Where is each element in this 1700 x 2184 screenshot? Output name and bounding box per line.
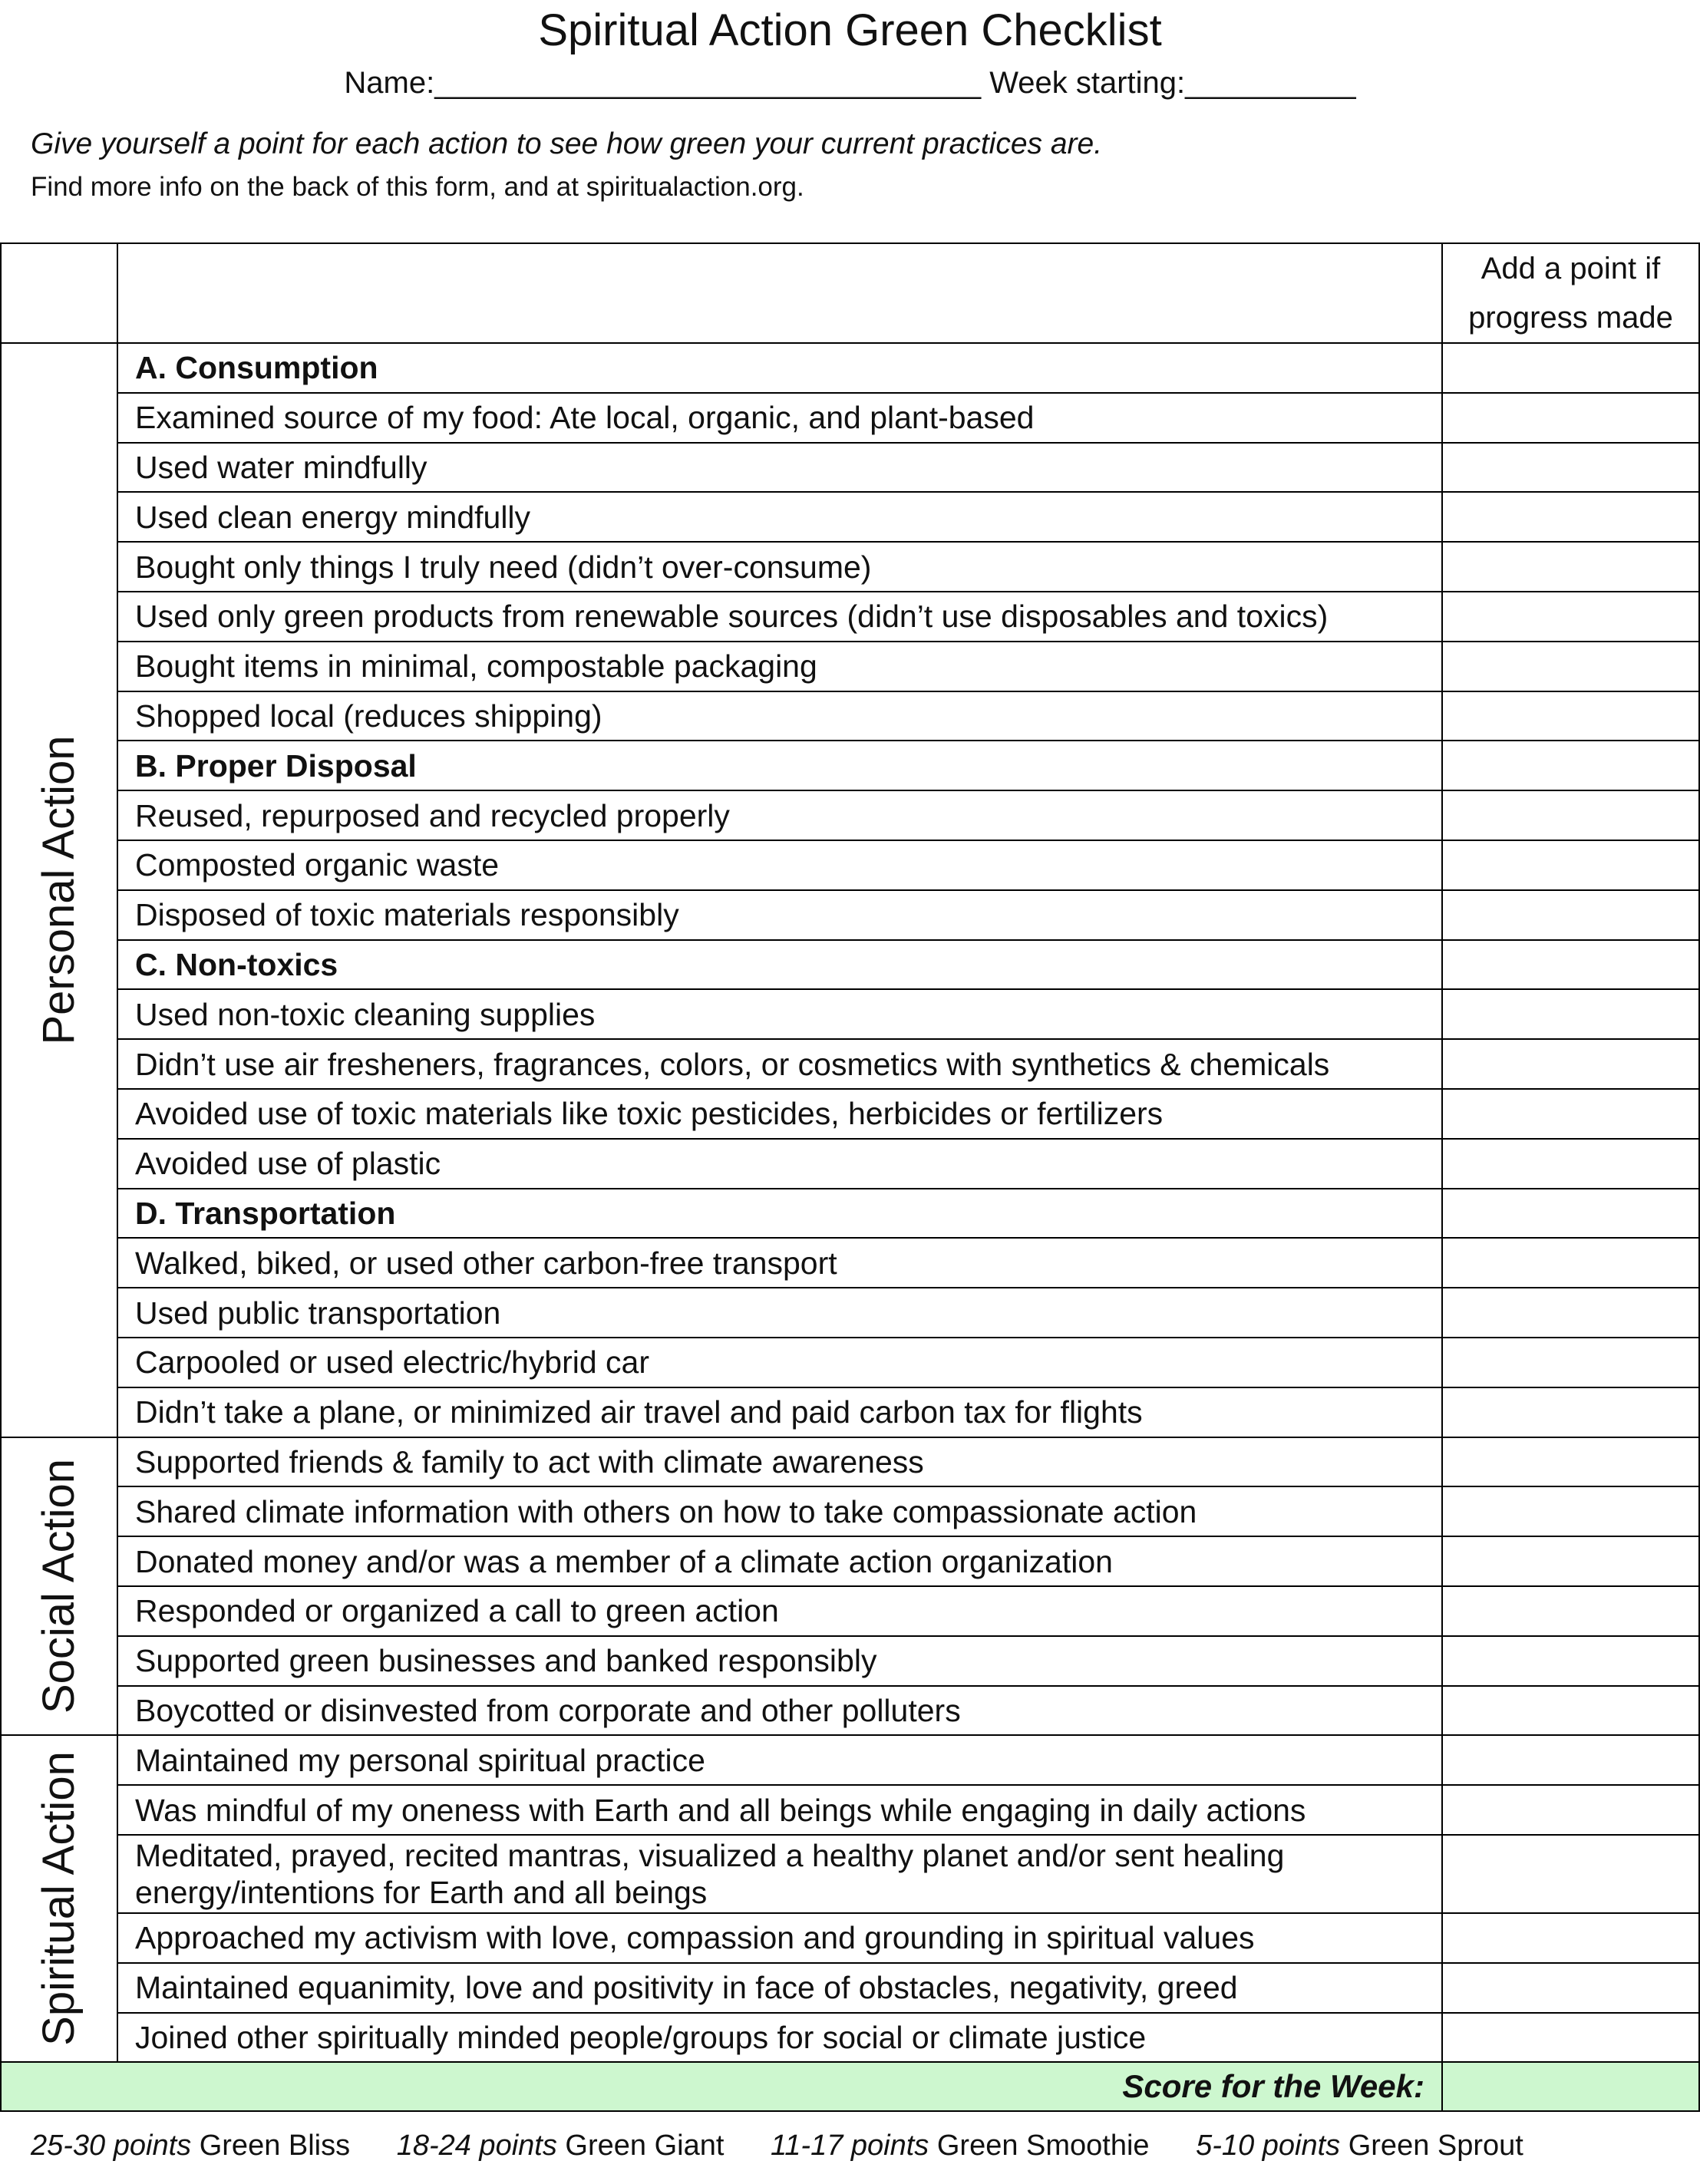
legend-level: Green Bliss xyxy=(199,2130,351,2162)
point-cell[interactable] xyxy=(1442,1536,1699,1586)
table-row xyxy=(1,1735,1699,1785)
table-row xyxy=(1,393,1699,443)
point-cell[interactable] xyxy=(1442,542,1699,592)
section-heading: A. Consumption xyxy=(117,343,1442,393)
point-cell[interactable] xyxy=(1442,393,1699,443)
action-label: Responded or organized a call to green action xyxy=(117,1586,1442,1636)
section-row xyxy=(1,940,1699,990)
score-legend xyxy=(31,2123,1562,2169)
name-week-line: Name:________________________________ Week starting:__________ xyxy=(344,66,1356,100)
point-cell[interactable] xyxy=(1442,741,1699,790)
table-row xyxy=(1,691,1699,741)
intro-info: Find more info on the back of this form, and at spiritualaction.org. xyxy=(31,172,804,202)
table-row xyxy=(1,1686,1699,1736)
action-label: Used only green products from renewable sources (didn’t use disposables and toxics) xyxy=(117,592,1442,642)
point-cell[interactable] xyxy=(1442,1913,1699,1963)
legend-level: Green Giant xyxy=(565,2130,725,2162)
point-cell[interactable] xyxy=(1442,1238,1699,1288)
action-label: Maintained equanimity, love and positivity in face of obstacles, negativity, greed xyxy=(117,1963,1442,2013)
legend-level: Green Smoothie xyxy=(936,2130,1150,2162)
action-label: Shared climate information with others on how to take compassionate action xyxy=(117,1486,1442,1536)
section-heading: C. Non-toxics xyxy=(117,940,1442,990)
point-cell[interactable] xyxy=(1442,1139,1699,1189)
table-row xyxy=(1,1586,1699,1636)
section-row xyxy=(1,343,1699,393)
section-row xyxy=(1,741,1699,790)
header-blank-cell xyxy=(117,243,1442,343)
legend-points: 18-24 points xyxy=(396,2130,557,2162)
action-label: Maintained my personal spiritual practice xyxy=(117,1735,1442,1785)
table-row xyxy=(1,1288,1699,1338)
legend-item xyxy=(31,2123,350,2169)
table-row xyxy=(1,1387,1699,1437)
action-label: Carpooled or used electric/hybrid car xyxy=(117,1338,1442,1387)
table-row xyxy=(1,1536,1699,1586)
point-cell[interactable] xyxy=(1442,1785,1699,1835)
point-cell[interactable] xyxy=(1442,1039,1699,1089)
point-cell[interactable] xyxy=(1442,343,1699,393)
table-row xyxy=(1,443,1699,493)
point-cell[interactable] xyxy=(1442,1387,1699,1437)
action-label: Examined source of my food: Ate local, organic, and plant-based xyxy=(117,393,1442,443)
point-cell[interactable] xyxy=(1442,1586,1699,1636)
table-row xyxy=(1,1089,1699,1139)
category-spiritual xyxy=(1,1735,117,2062)
category-label-personal: Personal Action xyxy=(34,735,84,1045)
table-row xyxy=(1,592,1699,642)
action-label: Avoided use of toxic materials like toxic pesticides, herbicides or fertilizers xyxy=(117,1089,1442,1139)
points-column-header: Add a point if progress made xyxy=(1442,243,1699,343)
score-row xyxy=(1,2062,1699,2111)
action-label: Walked, biked, or used other carbon-free transport xyxy=(117,1238,1442,1288)
point-cell[interactable] xyxy=(1442,1089,1699,1139)
action-label: Approached my activism with love, compassion and grounding in spiritual values xyxy=(117,1913,1442,1963)
legend-points: 25-30 points xyxy=(31,2130,192,2162)
table-row xyxy=(1,1437,1699,1487)
action-label: Avoided use of plastic xyxy=(117,1139,1442,1189)
section-heading: B. Proper Disposal xyxy=(117,741,1442,790)
table-row xyxy=(1,1963,1699,2013)
table-row xyxy=(1,542,1699,592)
point-cell[interactable] xyxy=(1442,1686,1699,1736)
point-cell[interactable] xyxy=(1442,592,1699,642)
point-cell[interactable] xyxy=(1442,443,1699,493)
point-cell[interactable] xyxy=(1442,840,1699,890)
action-label: Bought items in minimal, compostable packaging xyxy=(117,642,1442,691)
point-cell[interactable] xyxy=(1442,1735,1699,1785)
table-row xyxy=(1,2013,1699,2063)
action-label: Used non-toxic cleaning supplies xyxy=(117,989,1442,1039)
point-cell[interactable] xyxy=(1442,1189,1699,1239)
table-row xyxy=(1,890,1699,940)
score-total-cell[interactable] xyxy=(1442,2062,1699,2111)
point-cell[interactable] xyxy=(1442,790,1699,840)
page-title: Spiritual Action Green Checklist xyxy=(538,5,1162,55)
action-label: Disposed of toxic materials responsibly xyxy=(117,890,1442,940)
action-label: Didn’t take a plane, or minimized air travel and paid carbon tax for flights xyxy=(117,1387,1442,1437)
checklist-table xyxy=(0,242,1700,2112)
table-row xyxy=(1,1139,1699,1189)
legend-points: 5-10 points xyxy=(1196,2130,1341,2162)
table-row xyxy=(1,989,1699,1039)
point-cell[interactable] xyxy=(1442,1486,1699,1536)
section-heading: D. Transportation xyxy=(117,1189,1442,1239)
point-cell[interactable] xyxy=(1442,1963,1699,2013)
action-label: Used water mindfully xyxy=(117,443,1442,493)
action-label: Was mindful of my oneness with Earth and all beings while engaging in daily actions xyxy=(117,1785,1442,1835)
action-label: Composted organic waste xyxy=(117,840,1442,890)
action-label: Bought only things I truly need (didn’t over-consume) xyxy=(117,542,1442,592)
intro-instructions: Give yourself a point for each action to see how green your current practices are. xyxy=(31,127,1103,160)
section-row xyxy=(1,1189,1699,1239)
category-label-social: Social Action xyxy=(34,1458,84,1714)
table-header-row xyxy=(1,243,1699,343)
point-cell[interactable] xyxy=(1442,940,1699,990)
table-row xyxy=(1,1039,1699,1089)
table-row xyxy=(1,840,1699,890)
legend-level: Green Sprout xyxy=(1348,2130,1523,2162)
table-row xyxy=(1,1486,1699,1536)
action-label: Supported green businesses and banked responsibly xyxy=(117,1636,1442,1686)
point-cell[interactable] xyxy=(1442,1338,1699,1387)
action-label: Used clean energy mindfully xyxy=(117,492,1442,542)
table-row xyxy=(1,642,1699,691)
header-blank-cell xyxy=(1,243,117,343)
table-row xyxy=(1,1338,1699,1387)
table-row xyxy=(1,790,1699,840)
point-cell[interactable] xyxy=(1442,1437,1699,1487)
point-cell[interactable] xyxy=(1442,989,1699,1039)
action-label: Joined other spiritually minded people/groups for social or climate justice xyxy=(117,2013,1442,2063)
action-label: Boycotted or disinvested from corporate and other polluters xyxy=(117,1686,1442,1736)
point-cell[interactable] xyxy=(1442,691,1699,741)
legend-points: 11-17 points xyxy=(770,2130,929,2162)
table-row xyxy=(1,492,1699,542)
action-label: Meditated, prayed, recited mantras, visualized a healthy planet and/or sent healing energy/intentions for Earth and all beings xyxy=(117,1835,1442,1913)
legend-item xyxy=(1196,2123,1523,2169)
point-cell[interactable] xyxy=(1442,1636,1699,1686)
point-cell[interactable] xyxy=(1442,1835,1699,1913)
score-label: Score for the Week: xyxy=(1,2062,1442,2111)
table-row xyxy=(1,1636,1699,1686)
category-personal xyxy=(1,343,117,1437)
action-label: Used public transportation xyxy=(117,1288,1442,1338)
action-label: Shopped local (reduces shipping) xyxy=(117,691,1442,741)
point-cell[interactable] xyxy=(1442,890,1699,940)
point-cell[interactable] xyxy=(1442,642,1699,691)
category-social xyxy=(1,1437,117,1736)
action-label: Reused, repurposed and recycled properly xyxy=(117,790,1442,840)
legend-item xyxy=(397,2123,725,2169)
action-label: Supported friends & family to act with climate awareness xyxy=(117,1437,1442,1487)
point-cell[interactable] xyxy=(1442,2013,1699,2063)
point-cell[interactable] xyxy=(1442,1288,1699,1338)
table-row xyxy=(1,1913,1699,1963)
legend-item xyxy=(771,2123,1150,2169)
table-row xyxy=(1,1785,1699,1835)
point-cell[interactable] xyxy=(1442,492,1699,542)
table-row xyxy=(1,1238,1699,1288)
category-label-spiritual: Spiritual Action xyxy=(34,1751,84,2047)
action-label: Didn’t use air fresheners, fragrances, colors, or cosmetics with synthetics & chemicals xyxy=(117,1039,1442,1089)
action-label: Donated money and/or was a member of a climate action organization xyxy=(117,1536,1442,1586)
table-row xyxy=(1,1835,1699,1913)
